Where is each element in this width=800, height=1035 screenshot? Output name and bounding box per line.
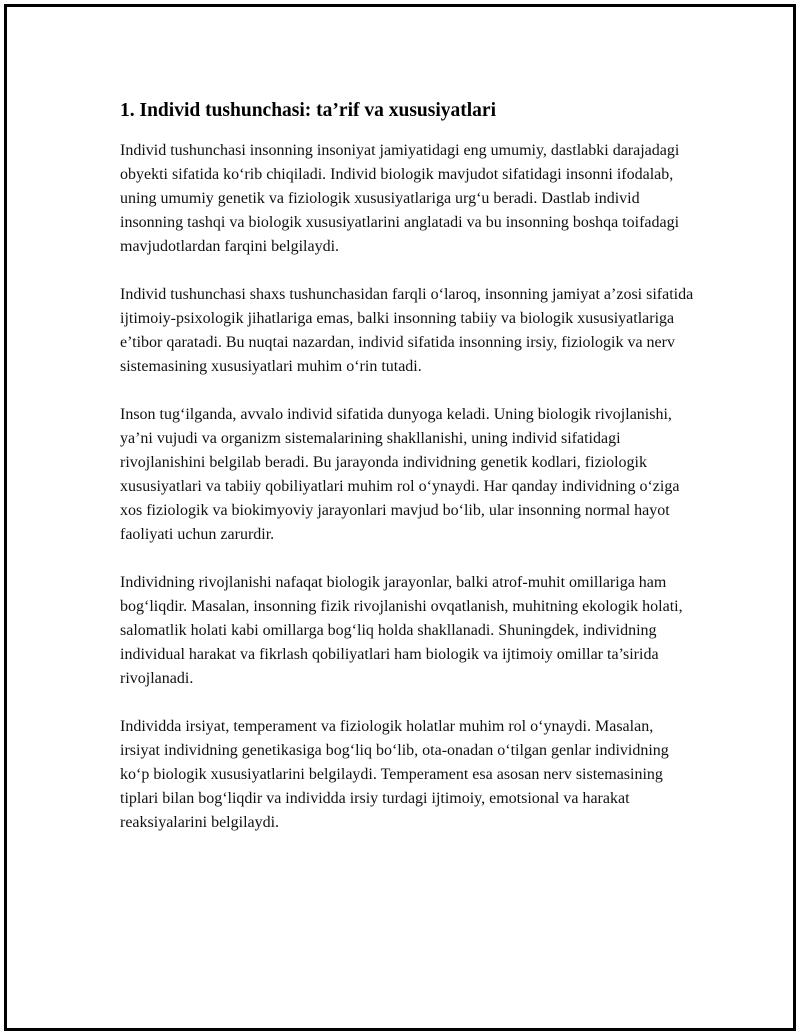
paragraph-1: Individ tushunchasi insonning insoniyat jamiyatidagi eng umumiy, dastlabki darajadagi obyekti sifatida ko‘rib chiqiladi. Individ biologik mavjudot sifatidagi insonni ifodalab, uning umumiy genetik va fiziologik xususiyatlariga urg‘u beradi. Dastlab individ insonning tashqi va biologik xususiyatlarini anglatadi va bu insonning boshqa toifadagi mavjudotlardan farqini belgilaydi. <box>120 142 680 255</box>
document-body <box>120 99 695 859</box>
page-frame <box>4 4 796 1031</box>
paragraph-2: Individ tushunchasi shaxs tushunchasidan farqli o‘laroq, insonning jamiyat a’zosi sifatida ijtimoiy-psixologik jihatlariga emas, balki insonning tabiiy va biologik xususiyatlariga e’tibor qaratadi. Bu nuqtai nazardan, individ sifatida insonning irsiy, fiziologik va nerv sistemasining xususiyatlari muhim o‘rin tutadi. <box>120 286 694 375</box>
paragraph-3: Inson tug‘ilganda, avvalo individ sifatida dunyoga keladi. Uning biologik rivojlanishi, ya’ni vujudi va organizm sistemalarining shakllanishi, uning individ sifatidagi rivojlanishini belgilab beradi. Bu jarayonda individning genetik kodlari, fiziologik xususiyatlari va tabiiy qobiliyatlari muhim rol o‘ynaydi. Har qanday individning o‘ziga xos fiziologik va biokimyoviy jarayonlari mavjud bo‘lib, ular insonning normal hayot faoliyati uchun zarurdir. <box>120 406 680 543</box>
paragraph-5: Individda irsiyat, temperament va fiziologik holatlar muhim rol o‘ynaydi. Masalan, irsiyat individning genetikasiga bog‘liq bo‘lib, ota-onadan o‘tilgan genlar individning ko‘p biologik xususiyatlarini belgilaydi. Temperament esa asosan nerv sistemasining tiplari bilan bog‘liqdir va individda irsiy turdagi ijtimoiy, emotsional va harakat reaksiyalarini belgilaydi. <box>120 718 669 831</box>
paragraph-4: Individning rivojlanishi nafaqat biologik jarayonlar, balki atrof-muhit omillariga ham bog‘liqdir. Masalan, insonning fizik rivojlanishi ovqatlanish, muhitning ekologik holati, salomatlik holati kabi omillarga bog‘liq holda shakllanadi. Shuningdek, individning individual harakat va fikrlash qobiliyatlari ham biologik va ijtimoiy omillar ta’sirida rivojlanadi. <box>120 574 683 687</box>
section-heading: 1. Individ tushunchasi: ta’rif va xususiyatlari <box>120 100 496 121</box>
